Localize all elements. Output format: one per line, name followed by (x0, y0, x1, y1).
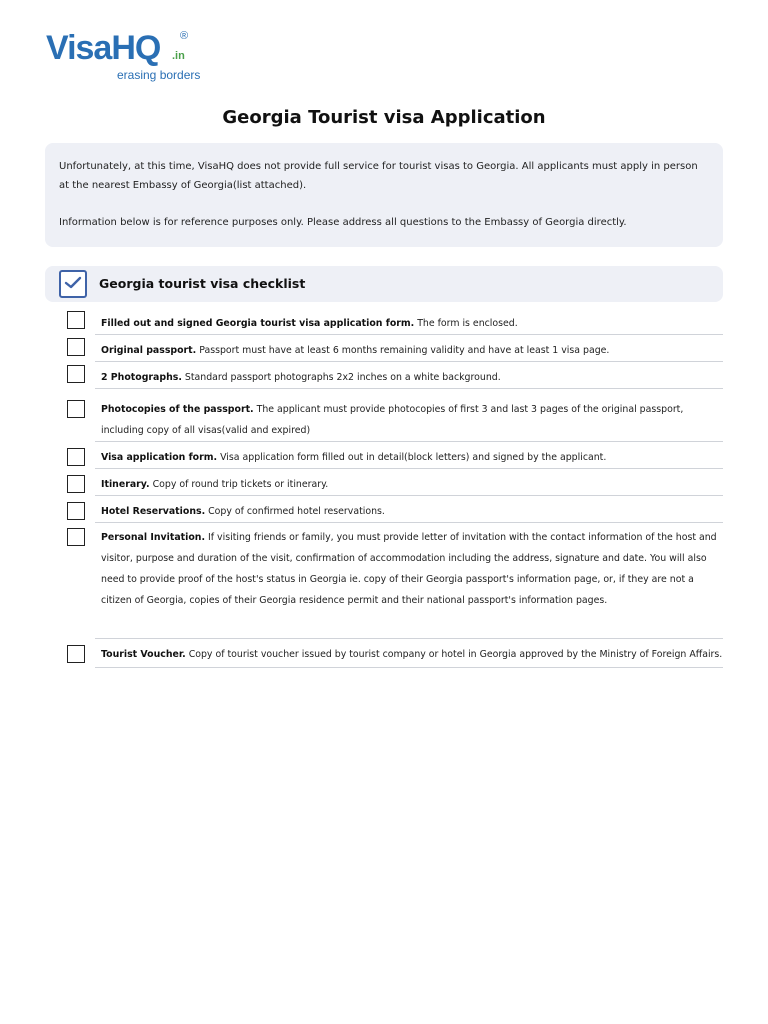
item-description: The form is enclosed. (417, 318, 518, 329)
item-title: Tourist Voucher. (101, 649, 186, 660)
checklist-title: Georgia tourist visa checklist (99, 276, 306, 291)
item-description: If visiting friends or family, you must provide letter of invitation with the contact information of the host and visitor, purpose and duration of the visit, confirmation of accommodation including the address, signature and date. You will also need to provide proof of the host's status in Georgia ie. copy of their Georgia passport's information page, or, if they are not a citizen of Georgia, copies of their Georgia residence permit and their national passport's information pages. (101, 532, 717, 606)
checklist-item (0, 639, 768, 668)
item-text (101, 527, 723, 611)
item-description: The applicant must provide photocopies of first 3 and last 3 pages of the original passport, including copy of all visas(valid and expired) (101, 404, 684, 436)
logo-tagline: erasing borders (117, 68, 201, 82)
checklist-item (0, 442, 768, 469)
item-title: Visa application form. (101, 452, 218, 463)
notice-paragraph-2: Information below is for reference purposes only. Please address all questions to the Embassy of Georgia directly. (59, 217, 627, 228)
item-title: Personal Invitation. (101, 532, 206, 543)
item-title: Original passport. (101, 345, 197, 356)
item-checkbox[interactable] (67, 400, 85, 418)
item-description: Copy of round trip tickets or itinerary. (152, 479, 329, 490)
item-checkbox[interactable] (67, 528, 85, 546)
logo-registered-mark: ® (180, 30, 189, 42)
visahq-logo (44, 26, 214, 90)
item-text (101, 474, 723, 495)
item-divider (95, 667, 723, 668)
item-checkbox[interactable] (67, 338, 85, 356)
checklist-item (0, 362, 768, 389)
item-checkbox[interactable] (67, 448, 85, 466)
notice-box (45, 143, 723, 247)
checklist-header (45, 266, 723, 302)
item-description: Visa application form filled out in detail(block letters) and signed by the applicant. (220, 452, 607, 463)
item-description: Passport must have at least 6 months remaining validity and have at least 1 visa page. (199, 345, 610, 356)
item-title: Photocopies of the passport. (101, 404, 254, 415)
item-text (101, 501, 723, 522)
item-title: Hotel Reservations. (101, 506, 206, 517)
item-title: 2 Photographs. (101, 372, 182, 383)
item-description: Copy of confirmed hotel reservations. (208, 506, 385, 517)
item-text (101, 644, 731, 665)
item-text (101, 447, 723, 468)
item-description: Standard passport photographs 2x2 inches on a white background. (184, 372, 501, 383)
item-checkbox[interactable] (67, 311, 85, 329)
item-text (101, 313, 723, 334)
item-text (101, 399, 723, 441)
checkmark-icon (59, 270, 87, 298)
checklist-item (0, 523, 768, 639)
checklist-item (0, 389, 768, 442)
checklist-item (0, 335, 768, 362)
checklist-item (0, 496, 768, 523)
checklist-item (0, 469, 768, 496)
item-text (101, 340, 723, 361)
logo-tld: .in (172, 50, 185, 62)
logo-wordmark: VisaHQ (46, 29, 161, 67)
item-description: Copy of tourist voucher issued by tourist company or hotel in Georgia approved by the Ministry of Foreign Affairs. (188, 649, 723, 660)
item-title: Itinerary. (101, 479, 150, 490)
checklist-items (0, 308, 768, 668)
item-title: Filled out and signed Georgia tourist visa application form. (101, 318, 415, 329)
item-checkbox[interactable] (67, 365, 85, 383)
checklist-item (0, 308, 768, 335)
item-checkbox[interactable] (67, 645, 85, 663)
page-title: Georgia Tourist visa Application (222, 107, 546, 128)
notice-paragraph-1: Unfortunately, at this time, VisaHQ does not provide full service for tourist visas to Georgia. All applicants must apply in person at the nearest Embassy of Georgia(list attached). (59, 161, 698, 191)
item-checkbox[interactable] (67, 502, 85, 520)
item-checkbox[interactable] (67, 475, 85, 493)
item-text (101, 367, 723, 388)
